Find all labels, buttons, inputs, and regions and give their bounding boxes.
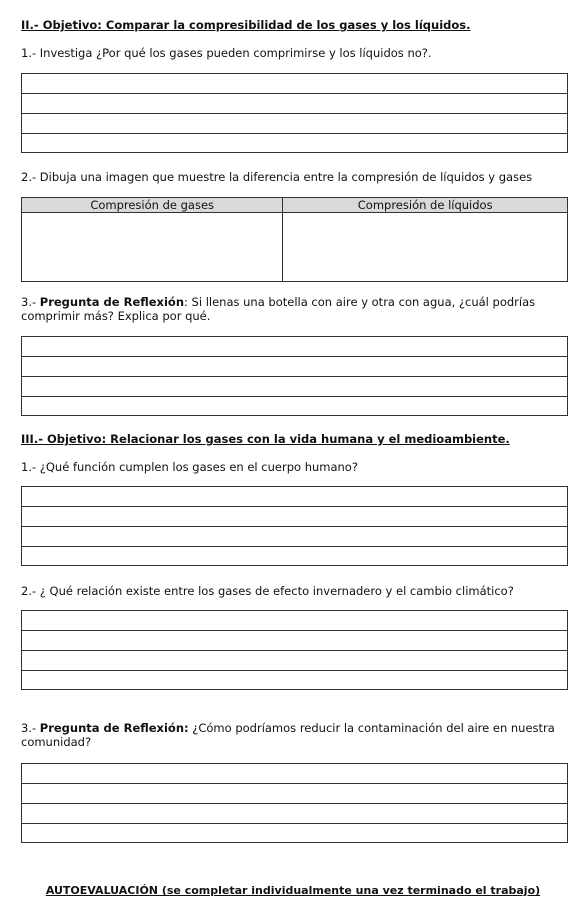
answer-lines-2-1[interactable] (21, 73, 568, 153)
answer-line[interactable] (21, 546, 568, 566)
answer-line[interactable] (21, 93, 568, 113)
answer-line[interactable] (21, 73, 568, 93)
answer-line[interactable] (21, 133, 568, 153)
drawing-cell-gases[interactable] (22, 213, 283, 282)
answer-line[interactable] (21, 486, 568, 506)
question-2-1: 1.- Investiga ¿Por qué los gases pueden comprimirse y los líquidos no?. (21, 46, 432, 60)
answer-line[interactable] (21, 783, 568, 803)
question-3-3 (21, 721, 569, 749)
answer-line[interactable] (21, 670, 568, 690)
answer-line[interactable] (21, 803, 568, 823)
drawing-cell-liquids[interactable] (283, 213, 568, 282)
answer-lines-3-1[interactable] (21, 486, 568, 566)
answer-line[interactable] (21, 396, 568, 416)
answer-line[interactable] (21, 526, 568, 546)
answer-line[interactable] (21, 336, 568, 356)
answer-lines-2-3[interactable] (21, 336, 568, 416)
answer-lines-3-3[interactable] (21, 763, 568, 843)
question-3-3-bold: Pregunta de Reflexión: (39, 721, 189, 735)
question-3-1: 1.- ¿Qué función cumplen los gases en el cuerpo humano? (21, 460, 358, 474)
answer-line[interactable] (21, 356, 568, 376)
section-3-heading: III.- Objetivo: Relacionar los gases con la vida humana y el medioambiente. (21, 432, 510, 446)
answer-line[interactable] (21, 376, 568, 396)
answer-line[interactable] (21, 506, 568, 526)
question-3-3-prefix: 3.- (21, 721, 40, 735)
question-2-3-prefix: 3.- (21, 295, 40, 309)
question-2-3-text: : Si llenas una botella con aire y otra con agua, ¿cuál podrías comprimir más? Explica por qué. (21, 295, 536, 323)
self-evaluation-heading: AUTOEVALUACIÓN (se completar individualmente una vez terminado el trabajo) (45, 884, 541, 897)
question-2-3 (21, 295, 569, 323)
answer-line[interactable] (21, 610, 568, 630)
table-header-gases: Compresión de gases (22, 198, 283, 213)
question-2-2: 2.- Dibuja una imagen que muestre la diferencia entre la compresión de líquidos y gases (21, 170, 533, 184)
answer-line[interactable] (21, 113, 568, 133)
answer-lines-3-2[interactable] (21, 610, 568, 690)
section-2-heading: II.- Objetivo: Comparar la compresibilidad de los gases y los líquidos. (21, 18, 471, 32)
answer-line[interactable] (21, 823, 568, 843)
answer-line[interactable] (21, 630, 568, 650)
compression-table (21, 197, 568, 282)
table-header-liquids: Compresión de líquidos (283, 198, 568, 213)
question-3-2: 2.- ¿ Qué relación existe entre los gases de efecto invernadero y el cambio climático? (21, 584, 514, 598)
question-3-3-text: ¿Cómo podríamos reducir la contaminación del aire en nuestra comunidad? (21, 721, 555, 749)
question-2-3-bold: Pregunta de Reflexión (39, 295, 185, 309)
answer-line[interactable] (21, 763, 568, 783)
answer-line[interactable] (21, 650, 568, 670)
